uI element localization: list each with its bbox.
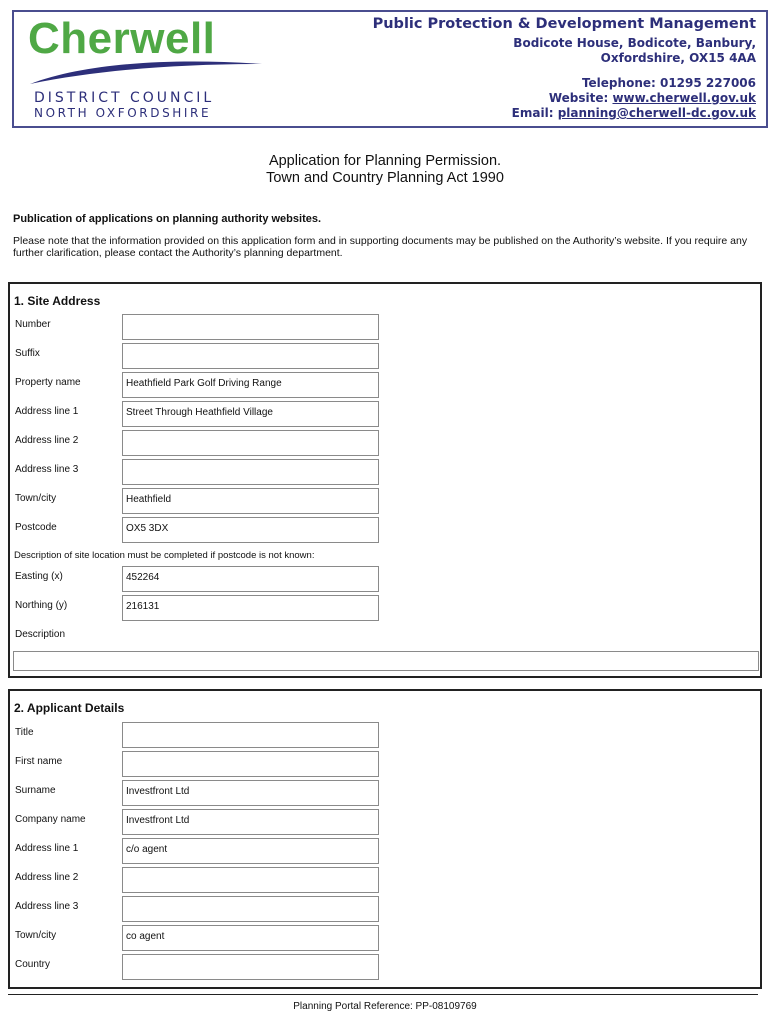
field-row-property-name — [10, 372, 760, 398]
field-label: Northing (y) — [15, 600, 68, 611]
field-label: Number — [15, 319, 51, 330]
company-name-input[interactable]: Investfront Ltd — [122, 809, 379, 835]
telephone: Telephone: 01295 227006 — [581, 76, 756, 90]
publication-text: Please note that the information provided on this application form and in supporting documents may be published on the Authority’s website. If you require any further clarification, please contact the Authority’s planning department. — [13, 235, 748, 259]
field-label: Address line 1 — [15, 843, 79, 854]
field-row-company-name — [10, 809, 760, 835]
number-input[interactable] — [122, 314, 379, 340]
document-title — [0, 153, 770, 187]
location-note: Description of site location must be completed if postcode is not known: — [14, 550, 315, 561]
department-name: Public Protection & Development Management — [372, 16, 756, 32]
address-line-1: Bodicote House, Bodicote, Banbury, — [513, 36, 756, 50]
field-label: Surname — [15, 785, 56, 796]
surname-input[interactable]: Investfront Ltd — [122, 780, 379, 806]
logo-swoosh-icon — [28, 56, 264, 86]
field-label: Address line 1 — [15, 406, 79, 417]
field-row-title — [10, 722, 760, 748]
website-label: Website: — [548, 91, 613, 105]
field-row-address-line-1 — [10, 838, 760, 864]
field-label: Company name — [15, 814, 86, 825]
email-label: Email: — [511, 106, 558, 120]
field-row-address-line-2 — [10, 867, 760, 893]
postcode-input[interactable]: OX5 3DX — [122, 517, 379, 543]
field-label: Suffix — [15, 348, 40, 359]
town-city-input[interactable]: Heathfield — [122, 488, 379, 514]
field-row-town-city — [10, 488, 760, 514]
letterhead-banner — [12, 10, 768, 128]
applicant-details-section — [8, 689, 762, 989]
address-line-3-input[interactable] — [122, 459, 379, 485]
publication-heading: Publication of applications on planning authority websites. — [13, 213, 322, 225]
site-address-section — [8, 282, 762, 678]
field-label: Property name — [15, 377, 81, 388]
address-line-3-input[interactable] — [122, 896, 379, 922]
address-line-1-input[interactable]: Street Through Heathfield Village — [122, 401, 379, 427]
field-row-address-line-2 — [10, 430, 760, 456]
field-label: First name — [15, 756, 63, 767]
field-row-number — [10, 314, 760, 340]
council-name-line2: NORTH OXFORDSHIRE — [34, 106, 212, 120]
website-link[interactable]: www.cherwell.gov.uk — [612, 91, 756, 105]
field-row-northing — [10, 595, 760, 621]
email-line — [373, 106, 756, 121]
title-line-2: Town and Country Planning Act 1990 — [266, 170, 504, 186]
field-label: Easting (x) — [15, 571, 63, 582]
section-title: 1. Site Address — [14, 294, 101, 308]
title-line-1: Application for Planning Permission. — [268, 153, 502, 169]
suffix-input[interactable] — [122, 343, 379, 369]
easting-input[interactable]: 452264 — [122, 566, 379, 592]
field-row-address-line-3 — [10, 459, 760, 485]
field-label: Address line 3 — [15, 464, 79, 475]
field-row-town-city — [10, 925, 760, 951]
contact-block — [373, 14, 756, 121]
cherwell-logo: Cherwell — [28, 14, 216, 63]
field-label: Title — [15, 727, 34, 738]
address-line-2-input[interactable] — [122, 867, 379, 893]
footer-divider — [8, 994, 758, 995]
field-label: Address line 2 — [15, 435, 79, 446]
field-row-country — [10, 954, 760, 980]
northing-input[interactable]: 216131 — [122, 595, 379, 621]
field-label: Address line 3 — [15, 901, 79, 912]
field-label: Town/city — [15, 930, 57, 941]
property-name-input[interactable]: Heathfield Park Golf Driving Range — [122, 372, 379, 398]
title-input[interactable] — [122, 722, 379, 748]
country-input[interactable] — [122, 954, 379, 980]
section-title: 2. Applicant Details — [14, 701, 125, 715]
field-label: Town/city — [15, 493, 57, 504]
field-row-suffix — [10, 343, 760, 369]
field-label: Address line 2 — [15, 872, 79, 883]
field-row-first-name — [10, 751, 760, 777]
field-row-easting — [10, 566, 760, 592]
description-label: Description — [15, 629, 66, 640]
portal-reference: Planning Portal Reference: PP-08109769 — [293, 1001, 477, 1012]
description-input[interactable] — [13, 651, 759, 671]
field-label: Country — [15, 959, 51, 970]
address-line-2: Oxfordshire, OX15 4AA — [600, 51, 756, 65]
field-row-address-line-3 — [10, 896, 760, 922]
address-line-2-input[interactable] — [122, 430, 379, 456]
website-line — [373, 91, 756, 106]
field-row-postcode — [10, 517, 760, 543]
field-label: Postcode — [15, 522, 57, 533]
address-line-1-input[interactable]: c/o agent — [122, 838, 379, 864]
first-name-input[interactable] — [122, 751, 379, 777]
council-name-line1: DISTRICT COUNCIL — [34, 90, 215, 106]
field-row-surname — [10, 780, 760, 806]
field-row-address-line-1 — [10, 401, 760, 427]
email-link[interactable]: planning@cherwell-dc.gov.uk — [557, 106, 756, 120]
town-city-input[interactable]: co agent — [122, 925, 379, 951]
